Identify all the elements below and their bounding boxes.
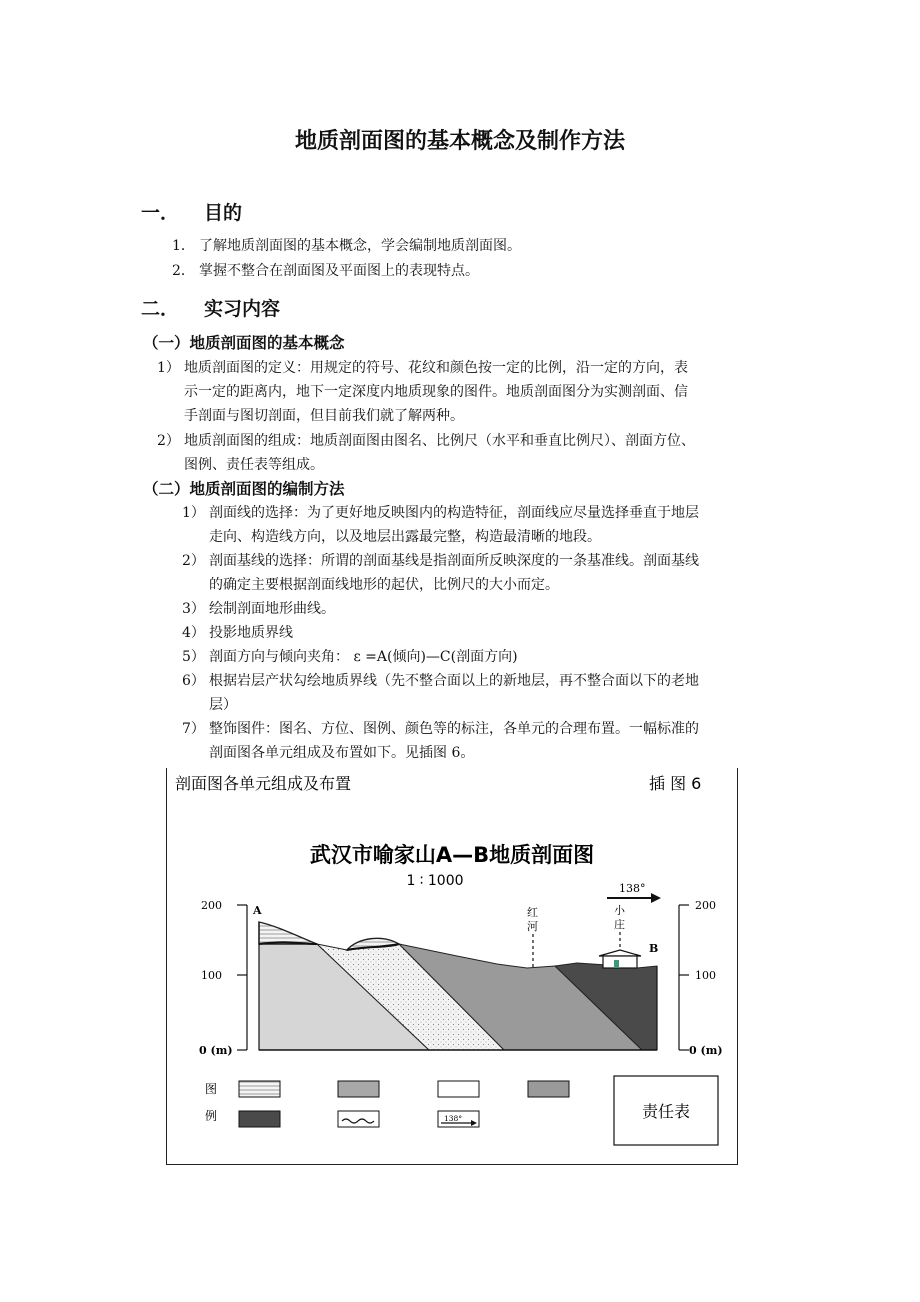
legend-arrow-label: 138° [444,1114,463,1123]
section2-heading: 实习内容 [204,298,281,320]
list-item-number: 1． [172,238,195,254]
direction-arrow-head [651,893,661,903]
house-icon [603,956,637,968]
page-title: 地质剖面图的基本概念及制作方法 [294,129,625,154]
legend-swatch-mid [528,1081,569,1097]
figure-frame [166,768,738,1165]
list-item-number: 5） [182,649,205,665]
subsection2-heading: （二）地质剖面图的编制方法 [143,480,345,498]
right-tick-0: 0 (m) [689,1044,723,1057]
right-tick-200: 200 [695,899,716,912]
list-item-line: 剖面图各单元组成及布置如下。见插图 6。 [209,745,475,761]
list-item-number: 3） [182,601,205,617]
list-item-line: 地质剖面图的组成：地质剖面图由图名、比例尺（水平和垂直比例尺）、剖面方位、 [184,433,695,449]
right-tick-100: 100 [695,969,716,982]
list-item-number: 1） [182,505,205,521]
list-item-line: 层） [209,697,237,713]
list-item-text: 掌握不整合在剖面图及平面图上的表现特点。 [199,263,479,279]
cap-layer-a [259,922,317,944]
list-item-line: 整饰图件：图名、方位、图例、颜色等的标注，各单元的合理布置。一幅标准的 [209,721,699,737]
figure-caption: 剖面图各单元组成及布置 [175,774,352,793]
list-item-line: 示一定的距离内，地下一定深度内地质现象的图件。地质剖面图分为实测剖面、信 [184,384,688,400]
list-item-line: 地质剖面图的定义：用规定的符号、花纹和颜色按一定的比例，沿一定的方向，表 [184,360,688,376]
river-label-2: 河 [527,920,538,933]
section1-number: 一． [141,202,180,224]
legend-swatch-dark [239,1111,280,1127]
list-item-number: 2） [157,433,180,449]
list-item-line: 剖面方向与倾向夹角： ε =A(倾向)—C(剖面方向) [209,649,518,665]
point-a: A [253,904,262,917]
left-tick-100: 100 [201,969,222,982]
responsibility-label: 责任表 [641,1102,691,1121]
list-item-text: 了解地质剖面图的基本概念，学会编制地质剖面图。 [199,238,521,254]
point-b: B [649,942,659,955]
list-item-line: 绘制剖面地形曲线。 [209,601,335,617]
legend-label-2: 例 [205,1109,218,1123]
direction-label: 138° [619,882,646,895]
list-item-line: 手剖面与图切剖面，但目前我们就了解两种。 [184,408,464,424]
list-item-line: 投影地质界线 [209,625,293,641]
village-label-1: 小 [614,904,625,917]
legend-swatch-dotted [338,1081,379,1097]
house-roof-icon [599,950,641,956]
legend-swatch-hatch [239,1081,280,1097]
river-label-1: 红 [527,906,538,919]
left-tick-200: 200 [201,899,222,912]
list-item-number: 4） [182,625,205,641]
list-item-number: 2） [182,553,205,569]
subsection1-heading: （一）地质剖面图的基本概念 [143,334,345,352]
figure-label: 插 图 6 [649,774,702,793]
left-tick-0: 0 (m) [199,1044,233,1057]
list-item-number: 6） [182,673,205,689]
list-item-number: 2． [172,263,195,279]
map-title: 武汉市喻家山A—B地质剖面图 [309,843,595,867]
map-scale: 1 ∶ 1000 [406,873,464,889]
list-item-line: 根据岩层产状勾绘地质界线（先不整合面以上的新地层，再不整合面以下的老地 [209,673,699,689]
list-item-line: 剖面基线的选择：所谓的剖面基线是指剖面所反映深度的一条基准线。剖面基线 [209,553,699,569]
list-item-line: 剖面线的选择：为了更好地反映图内的构造特征，剖面线应尽量选择垂直于地层 [209,505,699,521]
geologic-section-figure [167,768,737,1164]
list-item-line: 的确定主要根据剖面线地形的起伏，比例尺的大小而定。 [209,577,559,593]
legend-swatch-white [438,1081,479,1097]
legend-label-1: 图 [205,1082,218,1096]
list-item-line: 图例、责任表等组成。 [184,457,324,473]
section2-number: 二． [141,298,180,320]
village-label-2: 庄 [614,918,625,931]
list-item-number: 7） [182,721,205,737]
list-item-number: 1） [157,360,180,376]
section1-heading: 目的 [204,202,243,224]
list-item-line: 走向、构造线方向，以及地层出露最完整，构造最清晰的地段。 [209,529,601,545]
